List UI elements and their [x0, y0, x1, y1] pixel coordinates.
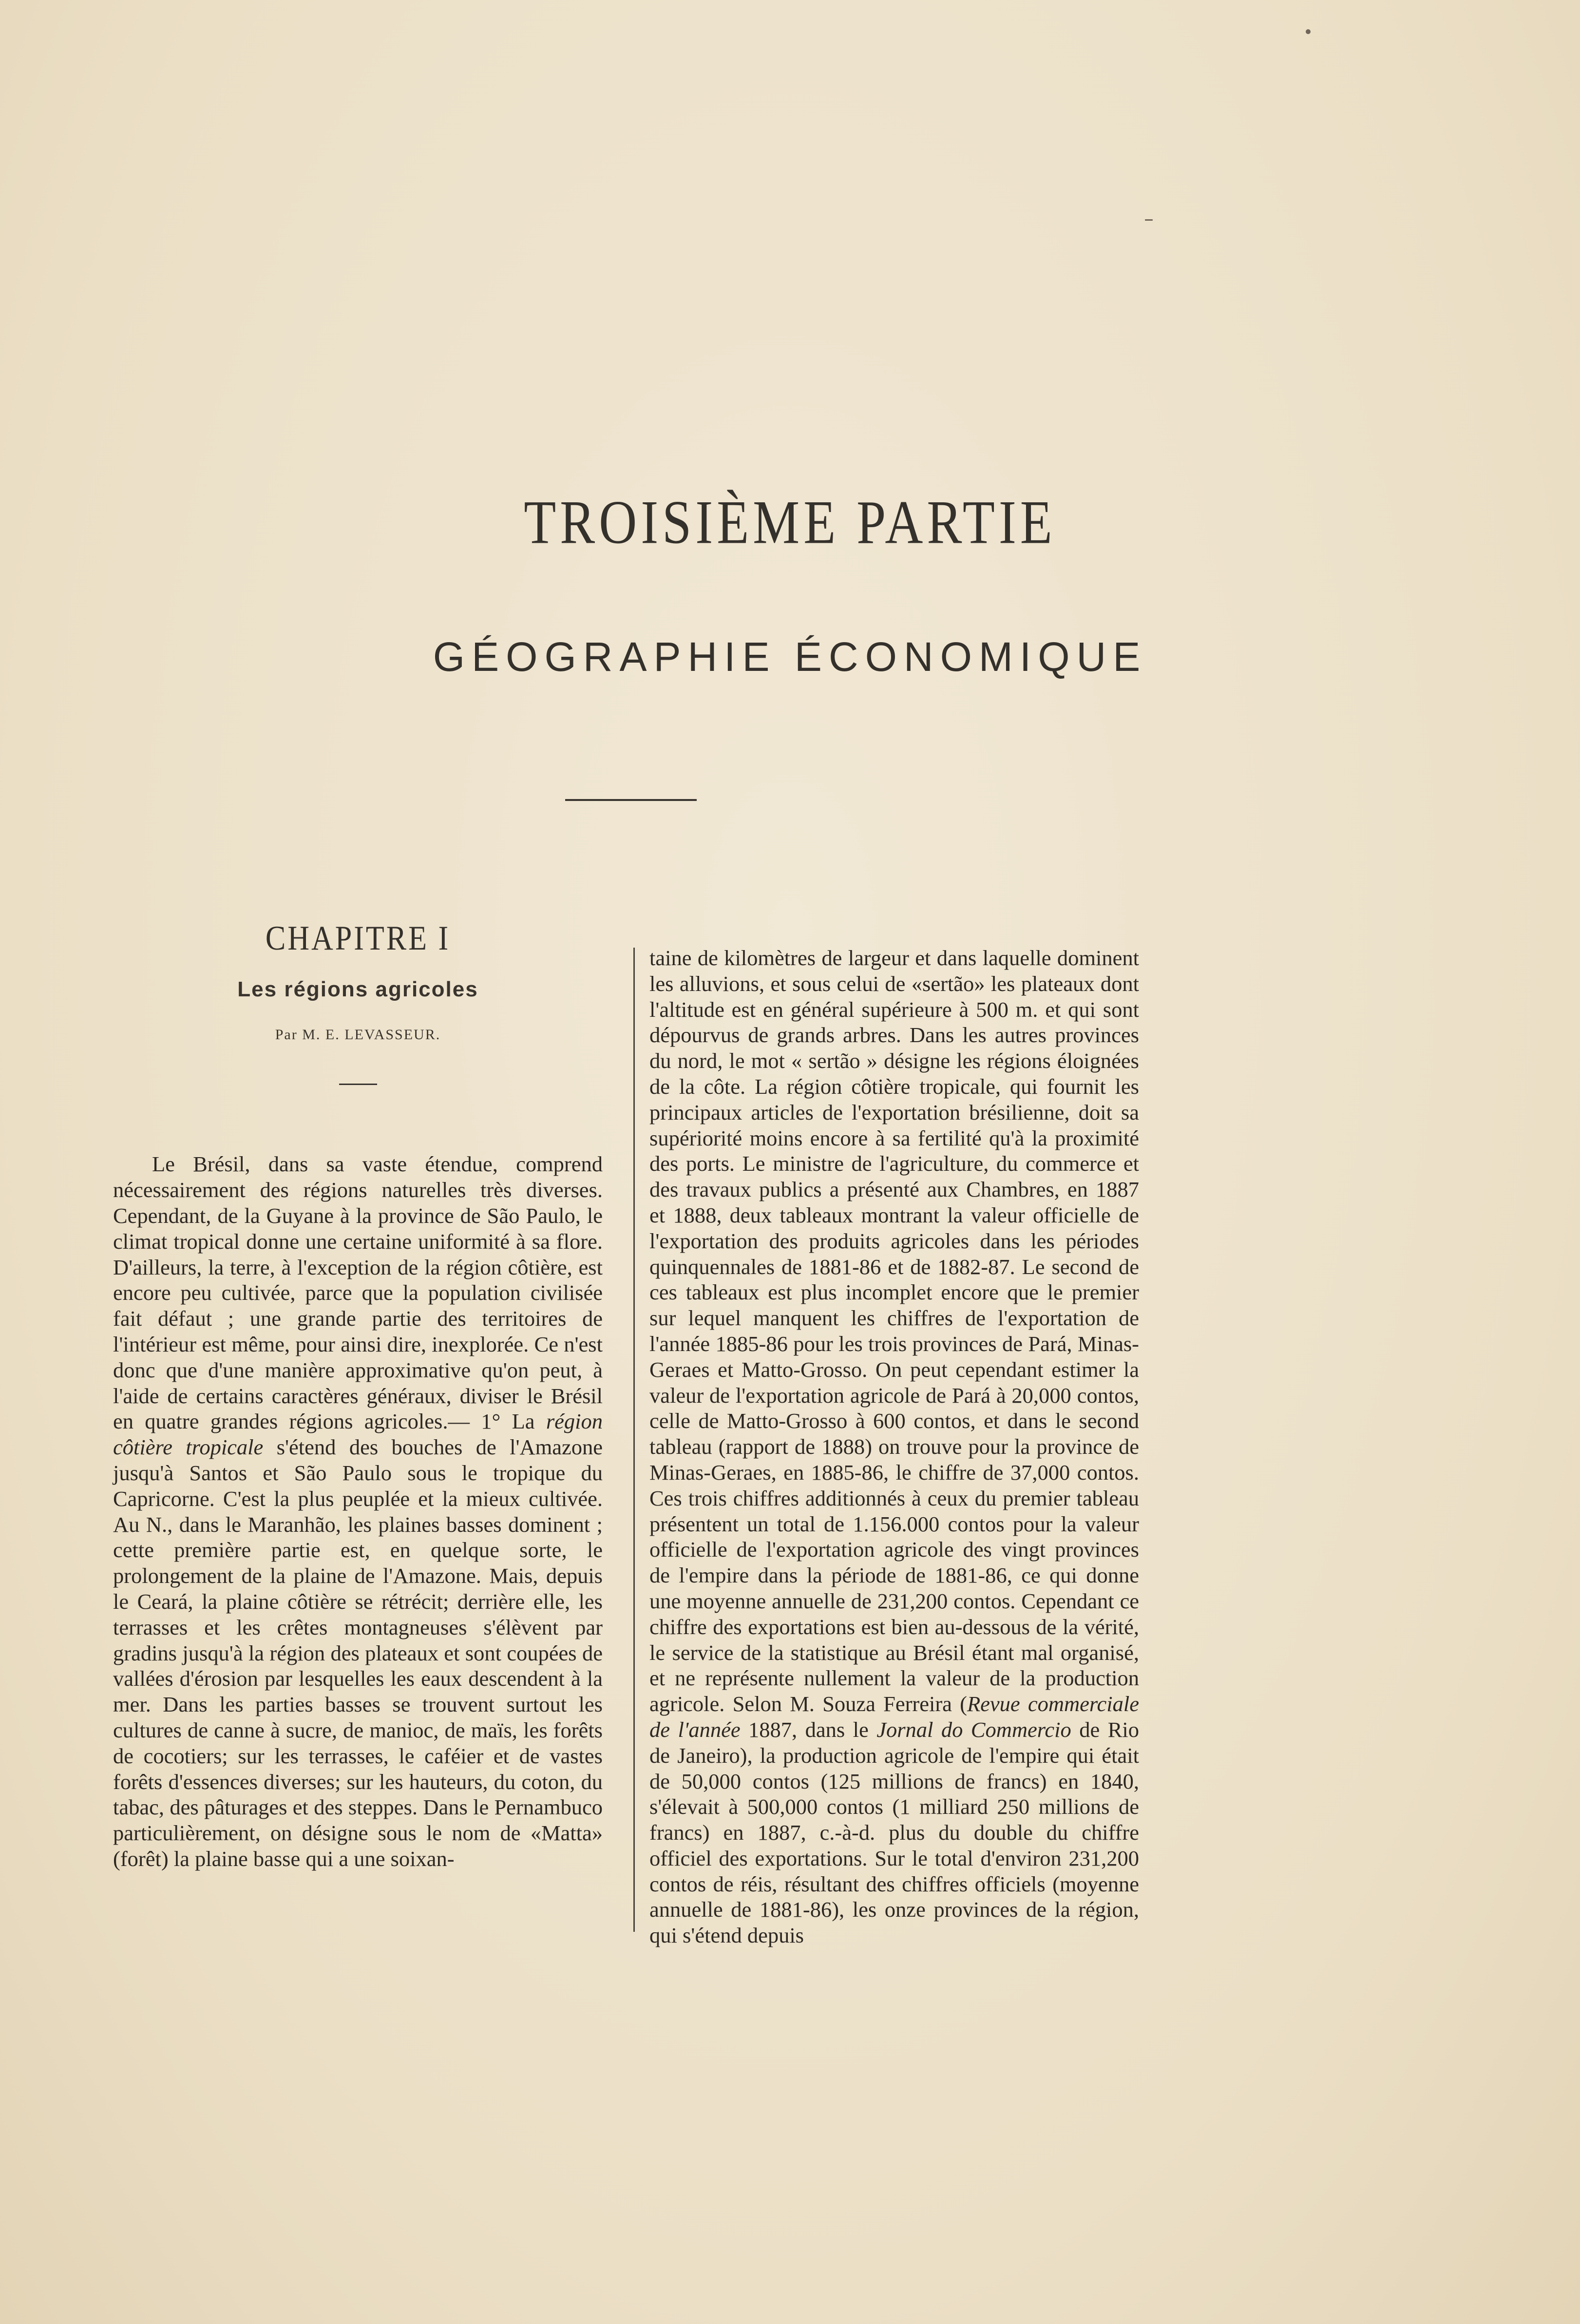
chapter-rule: [339, 1084, 377, 1085]
right-column: [649, 945, 1139, 1948]
title-rule: [565, 799, 697, 801]
section-title: GÉOGRAPHIE ÉCONOMIQUE: [433, 634, 1147, 680]
chapter-title: CHAPITRE I: [265, 919, 451, 958]
part-title: TROISIÈME PARTIE: [524, 488, 1056, 557]
intro-text: Le Brésil, dans sa vaste étendue, comprend nécessairement des régions naturelles très diverses. Cependant, de la Guyane à la province de São Paulo, le climat tropical donne une certaine uniformité à sa flore. D'ailleurs, la terre, à l'exception de la région côtière, est encore peu cultivée, parce que la population civilisée fait défaut ; une grande partie des territoires de l'intérieur est même, pour ainsi dire, inexplorée. Ce n'est donc que d'une manière approximative qu'on peut, à l'aide de certains caractères généraux, diviser le Brésil en quatre grandes régions agricoles.— 1° La: [113, 1152, 603, 1434]
continued-text-a: taine de kilomètres de largeur et dans laquelle dominent les alluvions, et sous celui de «sertão» les plateaux dont l'altitude est en général supérieure à 500 m. et qui sont dépourvus de grands arbres. Dans les autres provinces du nord, le mot « sertão » désigne les régions éloignées de la côte. La région côtière tropicale, qui fournit les principaux articles de l'exportation brésilienne, doit sa supériorité moins encore à sa fertilité qu'à la proximité des ports. Le ministre de l'agriculture, du commerce et des travaux publics a présenté aux Chambres, en 1887 et 1888, deux tableaux montrant la valeur officielle de l'exportation des produits agricoles dans les périodes quinquennales de 1881-86 et de 1882-87. Le second de ces tableaux est plus incomplet encore que le premier sur lequel manquent les chiffres de l'exportation de l'année 1885-86 pour les trois provinces de Pará, Minas-Geraes et Matto-Grosso. On peut cependant estimer la valeur de l'exportation agricole de Pará à 20,000 contos, celle de Matto-Grosso à 600 contos, et dans le second tableau (rapport de 1888) on trouve pour la province de Minas-Geraes, en 1885-86, le chiffre de 37,000 contos. Ces trois chiffres additionnés à ceux du premier tableau présentent un total de 1.156.000 contos pour la valeur officielle de l'exportation agricole des vingt provinces de l'empire dans la période de 1881-86, ce qui donne une moyenne annuelle de 231,200 contos. Cependant ce chiffre des exportations est bien au-dessous de la vérité, le service de la statistique au Brésil étant mal organisé, et ne représente nullement la valeur de la production agricole. Selon M. Souza Ferreira (: [649, 946, 1139, 1716]
region-text: s'étend des bouches de l'Amazone jusqu'à Santos et São Paulo sous le tropique du Capricorne. C'est la plus peuplée et la mieux cultivée. Au N., dans le Maranhão, les plaines basses dominent ; cette première partie est, en quelque sorte, le prolongement de la plaine de l'Amazone. Mais, depuis le Ceará, la plaine côtière se rétrécit; derrière elle, les terrasses et les crêtes montagneuses s'élèvent par gradins jusqu'à la région des plateaux et sont coupées de vallées d'érosion par lesquelles les eaux descendent à la mer. Dans les parties basses se trouvent surtout les cultures de canne à sucre, de manioc, de maïs, les forêts de cocotiers; sur les terrasses, le caféier et de vastes forêts d'essences diverses; sur les hauteurs, du coton, du tabac, des pâturages et des steppes. Dans le Pernambuco particulièrement, on désigne sous le nom de «Matta» (forêt) la plaine basse qui a une soixan-: [113, 1435, 603, 1871]
continued-text-c: de Rio de Janeiro), la production agricole de l'empire qui était de 50,000 contos (125 millions de francs) en 1840, s'élevait à 500,000 contos (1 milliard 250 millions de francs) en 1887, c.-à-d. plus du double du chiffre officiel des exportations. Sur le total d'environ 231,200 contos de réis, résultant des chiffres officiels (moyenne annuelle de 1881-86), les onze provinces de la région, qui s'étend depuis: [649, 1717, 1139, 1948]
region-term: région côtière tropicale: [113, 1409, 603, 1460]
paragraph-intro: [113, 1151, 603, 1871]
column-divider: [633, 948, 635, 1932]
chapter-subtitle: Les régions agricoles: [237, 977, 478, 1001]
author-byline: Par M. E. LEVASSEUR.: [275, 1026, 441, 1043]
paper-speck: [1306, 29, 1311, 34]
paper-mark: [1145, 219, 1153, 221]
left-column: [113, 919, 603, 1872]
continued-text-b: 1887, dans le: [740, 1717, 877, 1742]
journal-title: Jornal do Commercio: [876, 1717, 1071, 1742]
paragraph-continued: [649, 945, 1139, 1948]
review-title: Revue commerciale de l'année: [649, 1692, 1140, 1742]
